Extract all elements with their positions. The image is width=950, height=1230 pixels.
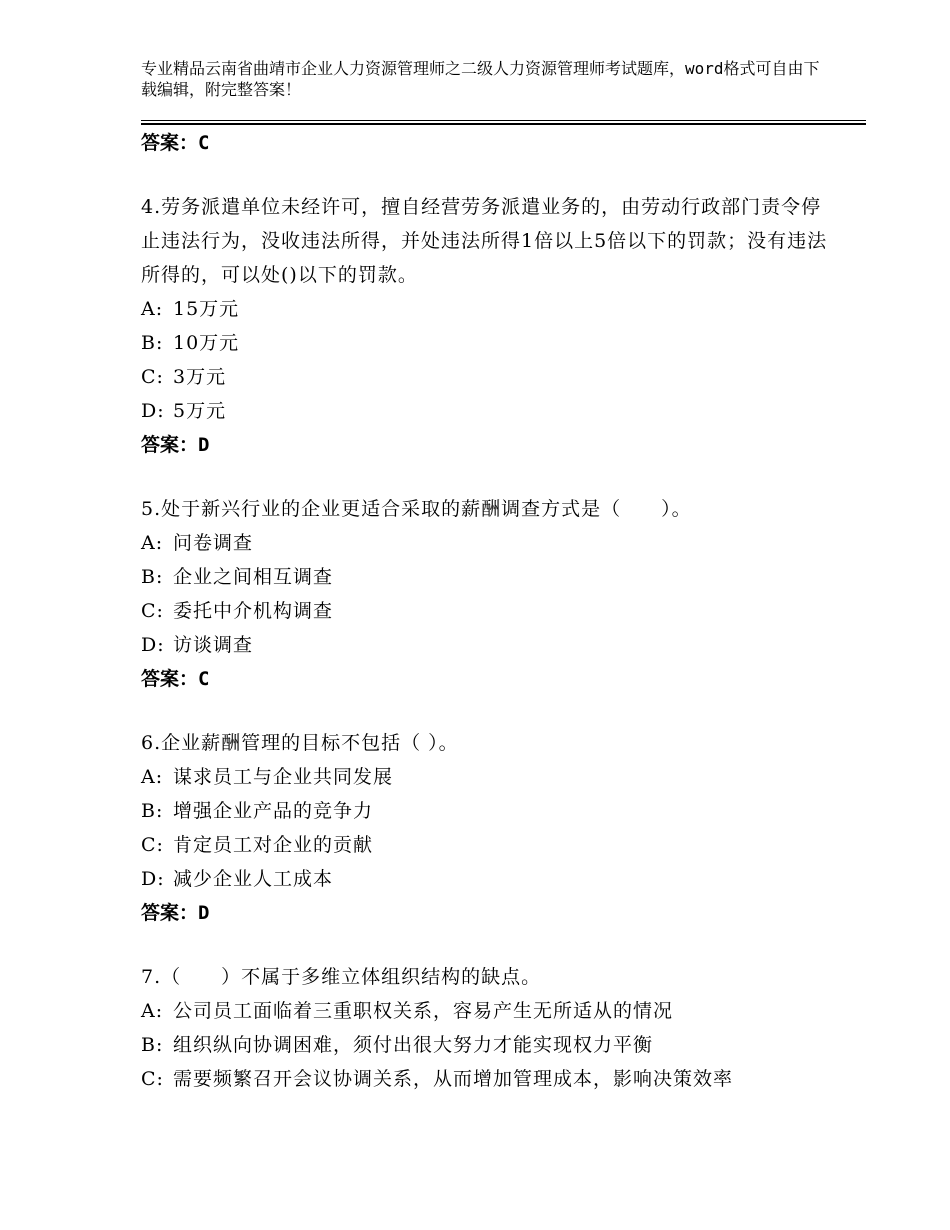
option-letter: C:: [141, 1068, 164, 1090]
answer-label: 答案：C: [141, 668, 210, 690]
option-text: 10万元: [173, 332, 240, 354]
option-d: [141, 628, 831, 662]
option-a: [141, 994, 831, 1028]
header-rule-thick: [141, 123, 866, 125]
header-rule-thin: [141, 120, 866, 121]
option-text: 5万元: [173, 400, 227, 422]
option-text: 15万元: [173, 298, 240, 320]
option-b: [141, 560, 831, 594]
option-text: 谋求员工与企业共同发展: [173, 766, 394, 788]
option-c: [141, 594, 831, 628]
option-a: [141, 760, 831, 794]
option-text: 委托中介机构调查: [173, 600, 334, 622]
option-letter: A:: [141, 532, 164, 554]
question-4: [141, 190, 831, 462]
question-5: [141, 492, 831, 696]
option-text: 3万元: [173, 366, 227, 388]
option-a: [141, 292, 831, 326]
question-list: [141, 126, 831, 1096]
option-letter: C:: [141, 600, 164, 622]
option-b: [141, 1028, 831, 1062]
question-6: [141, 726, 831, 930]
option-text: 访谈调查: [173, 634, 254, 656]
question-text: 5.处于新兴行业的企业更适合采取的薪酬调查方式是（ ）。: [141, 498, 692, 520]
option-letter: C:: [141, 366, 164, 388]
option-b: [141, 326, 831, 360]
option-c: [141, 1062, 831, 1096]
option-a: [141, 526, 831, 560]
option-c: [141, 360, 831, 394]
option-letter: D:: [141, 868, 165, 890]
option-letter: D:: [141, 634, 165, 656]
option-letter: B:: [141, 332, 164, 354]
option-letter: B:: [141, 800, 164, 822]
option-b: [141, 794, 831, 828]
answer-label: 答案：D: [141, 902, 210, 924]
page-header: 专业精品云南省曲靖市企业人力资源管理师之二级人力资源管理师考试题库，word格式可自由下载编辑，附完整答案！: [141, 59, 820, 99]
question-text: 4.劳务派遣单位未经许可，擅自经营劳务派遣业务的，由劳动行政部门责令停止违法行为，没收违法所得，并处违法所得1倍以上5倍以下的罚款；没有违法所得的，可以处()以下的罚款。: [141, 196, 828, 286]
option-text: 组织纵向协调困难，须付出很大努力才能实现权力平衡: [173, 1034, 654, 1056]
option-text: 公司员工面临着三重职权关系，容易产生无所适从的情况: [173, 1000, 674, 1022]
option-text: 减少企业人工成本: [173, 868, 334, 890]
option-text: 增强企业产品的竞争力: [173, 800, 374, 822]
question-text: 6.企业薪酬管理的目标不包括（ ）。: [141, 732, 459, 754]
option-text: 问卷调查: [173, 532, 254, 554]
option-text: 企业之间相互调查: [173, 566, 334, 588]
question-text: 7.（ ）不属于多维立体组织结构的缺点。: [141, 966, 542, 988]
question-7: [141, 960, 831, 1096]
option-letter: A:: [141, 766, 164, 788]
option-d: [141, 862, 831, 896]
option-c: [141, 828, 831, 862]
answer-label: 答案：D: [141, 434, 210, 456]
option-letter: C:: [141, 834, 164, 856]
option-letter: D:: [141, 400, 165, 422]
option-letter: B:: [141, 1034, 164, 1056]
option-text: 需要频繁召开会议协调关系，从而增加管理成本，影响决策效率: [173, 1068, 734, 1090]
answer-label: 答案：C: [141, 132, 210, 154]
option-letter: A:: [141, 1000, 164, 1022]
option-letter: A:: [141, 298, 164, 320]
option-text: 肯定员工对企业的贡献: [173, 834, 374, 856]
option-d: [141, 394, 831, 428]
option-letter: B:: [141, 566, 164, 588]
